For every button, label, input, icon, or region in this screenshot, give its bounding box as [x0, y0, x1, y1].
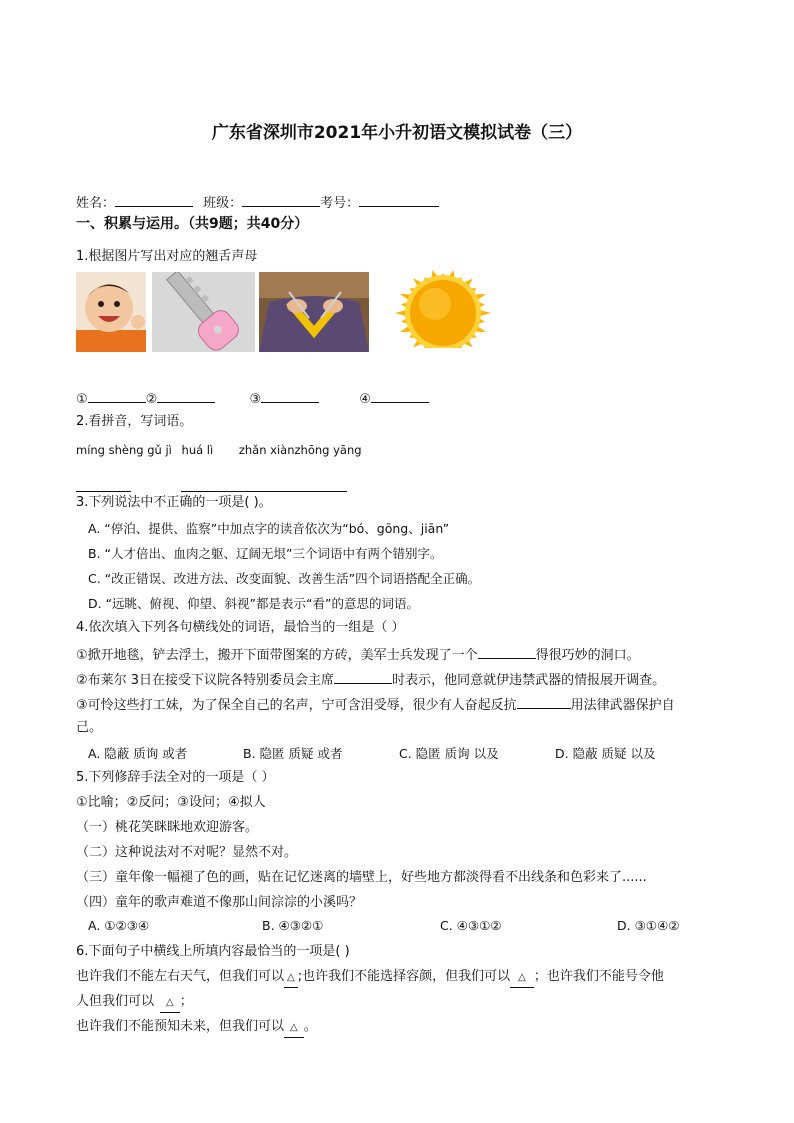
class-field[interactable] [242, 192, 320, 207]
question-3-text: 3.下列说法中不正确的一项是( )。 [76, 495, 272, 510]
triangle-marker-3: △ [166, 997, 174, 1008]
q4-sentence-1 [76, 644, 640, 665]
triangle-marker-2: △ [518, 972, 526, 983]
q4-option-a[interactable]: A. 隐蔽 质询 或者 [88, 746, 188, 761]
pinyin-answer-1[interactable] [76, 489, 131, 492]
q5-sentence-2: （二）这种说法对不对呢？显然不对。 [76, 845, 298, 860]
q3-option-d[interactable]: D. “远眺、俯视、仰望、斜视”都是表示“看”的意思的词语。 [88, 596, 419, 611]
pinyin-answer-2[interactable] [181, 489, 236, 492]
pinyin-2: huá lì [181, 443, 214, 457]
student-info-line [76, 192, 439, 213]
q5-option-d[interactable]: D. ③①④② [617, 918, 680, 933]
answer-blank-1[interactable] [88, 388, 146, 403]
question-2-text: 2.看拼音，写词语。 [76, 414, 193, 429]
q6-blank-2[interactable] [510, 968, 534, 988]
q6-semicolon: ; [297, 969, 303, 984]
q4-s1-part-a: ①掀开地毯，铲去浮土，搬开下面带图案的方砖，美军士兵发现了一个 [76, 648, 478, 663]
q5-option-c[interactable]: C. ④③①② [440, 918, 502, 933]
q4-option-d[interactable]: D. 隐蔽 质疑 以及 [555, 746, 656, 761]
number-field[interactable] [359, 192, 439, 207]
q3-option-c[interactable]: C. “改正错误、改进方法、改变面貌、改善生活”四个词语搭配全正确。 [88, 571, 481, 586]
q6-l1-part-a: 也许我们不能左右天气，但我们可以 [76, 969, 285, 984]
q5-sentence-4: （四）童年的歌声难道不像那山间淙淙的小溪吗？ [76, 895, 363, 910]
q6-blank-1[interactable] [284, 968, 298, 988]
answer-blank-4[interactable] [371, 388, 429, 403]
q6-line-1 [76, 968, 664, 988]
blank-label-1: ① [76, 392, 88, 407]
question-1-text: 1.根据图片写出对应的翘舌声母 [76, 249, 258, 264]
q5-option-b[interactable]: B. ④③②① [262, 918, 324, 933]
q6-l3-part-b: 。 [303, 1019, 317, 1034]
pinyin-4: zhōng yāng [294, 443, 362, 457]
sun-image [383, 268, 503, 348]
q6-l2-part-b: ； [179, 994, 193, 1009]
pinyin-answer-3[interactable] [236, 489, 291, 492]
q4-option-c[interactable]: C. 隐匿 质询 以及 [399, 746, 499, 761]
answer-blank-2[interactable] [157, 388, 215, 403]
q3-option-a[interactable]: A. “停泊、提供、监察”中加点字的读音依次为“bó、gōng、jiān” [88, 521, 450, 536]
baby-photo [76, 272, 146, 352]
q4-sentence-3 [76, 694, 675, 715]
number-label: 考号： [320, 196, 360, 211]
knitting-photo [259, 272, 369, 352]
q4-sentence-3-continued: 己。 [76, 720, 103, 735]
q3-option-b[interactable]: B. “人才倍出、血肉之躯、辽阔无垠”三个词语中有两个错别字。 [88, 546, 443, 561]
triangle-marker-4: △ [290, 1022, 298, 1033]
blank-label-2: ② [145, 392, 158, 407]
page-title: 广东省深圳市2021年小升初语文模拟试卷（三） [211, 123, 583, 143]
triangle-marker-1: △ [287, 972, 295, 983]
q5-sentence-1: （一）桃花笑眯眯地欢迎游客。 [76, 820, 259, 835]
q4-blank-2[interactable] [334, 669, 392, 684]
q6-blank-3[interactable] [160, 993, 180, 1013]
q6-blank-4[interactable] [284, 1018, 304, 1038]
pinyin-3: zhǎn xiàn [238, 443, 295, 457]
q4-s1-part-b: 得很巧妙的洞口。 [535, 648, 640, 663]
q4-s2-part-a: ②布莱尔 3日在接受下议院各特别委员会主席 [76, 673, 335, 688]
question-1-blanks [76, 388, 429, 409]
pinyin-answer-4[interactable] [291, 489, 347, 492]
q4-s3-part-b: 用法律武器保护自 [570, 698, 675, 713]
blank-label-4: ④ [359, 392, 371, 407]
q6-line-3 [76, 1018, 317, 1038]
pinyin-1: míng shèng gǔ jì [76, 443, 172, 457]
name-label: 姓名： [76, 196, 116, 211]
q6-line-2 [76, 993, 193, 1013]
q4-blank-3[interactable] [517, 694, 571, 709]
q4-sentence-2 [76, 669, 665, 690]
pinyin-line [76, 441, 362, 459]
q5-devices: ①比喻；②反问；③设问；④拟人 [76, 795, 266, 810]
class-label: 班级： [203, 196, 243, 211]
question-5-text: 5.下列修辞手法全对的一项是（ ） [76, 770, 275, 785]
answer-blank-3[interactable] [261, 388, 319, 403]
q6-l2-part-a: 人但我们可以 [76, 994, 155, 1009]
q4-blank-1[interactable] [478, 644, 536, 659]
q4-s2-part-b: 时表示，他同意就伊违禁武器的情报展开调查。 [392, 673, 666, 688]
question-6-text: 6.下面句子中横线上所填内容最恰当的一项是( ) [76, 944, 350, 959]
key-image [152, 272, 255, 352]
q4-s3-part-a: ③可怜这些打工妹，为了保全自己的名声，宁可含泪受辱，很少有人奋起反抗 [76, 698, 517, 713]
q5-option-a[interactable]: A. ①②③④ [88, 918, 150, 933]
question-4-text: 4.依次填入下列各句横线处的词语，最恰当的一组是（ ） [76, 620, 405, 635]
name-field[interactable] [115, 192, 193, 207]
q4-option-b[interactable]: B. 隐匿 质疑 或者 [243, 746, 343, 761]
q5-sentence-3: （三）童年像一幅褪了色的画，贴在记忆迷离的墙壁上，好些地方都淡得看不出线条和色彩来了...... [76, 870, 647, 885]
q6-l1-part-c: ；也许我们不能号令他 [533, 969, 664, 984]
section-heading: 一、积累与运用。（共9题；共40分） [76, 216, 309, 232]
q6-l3-part-a: 也许我们不能预知未来，但我们可以 [76, 1019, 285, 1034]
q6-l1-part-b: 也许我们不能选择容颜，但我们可以 [302, 969, 511, 984]
blank-label-3: ③ [249, 392, 262, 407]
